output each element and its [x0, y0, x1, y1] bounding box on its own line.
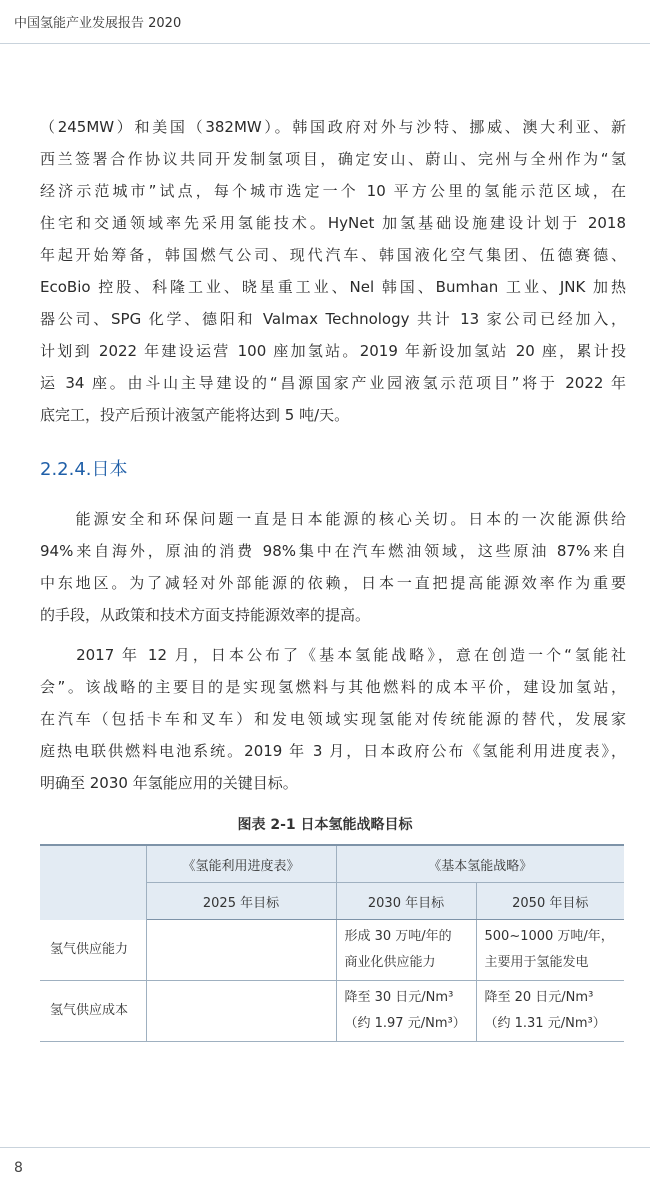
paragraph-line: 年起开始筹备，韩国燃气公司、现代汽车、韩国液化空气集团、伍德赛德、 — [40, 246, 626, 264]
paragraph-line: 中东地区。为了减轻对外部能源的依赖，日本一直把提高能源效率作为重要 — [40, 574, 626, 592]
table-cell — [146, 920, 336, 981]
paragraph-line: 会”。该战略的主要目的是实现氢燃料与其他燃料的成本平价，建设加氢站， — [40, 678, 626, 696]
table-cell — [336, 920, 476, 981]
paragraph-line: 住宅和交通领域率先采用氢能技术。HyNet 加氢基础设施建设计划于 2018 — [40, 214, 626, 232]
table-cell-line: 主要用于氢能发电 — [484, 955, 589, 970]
table-column-header: 2025 年目标 — [146, 883, 336, 920]
paragraph-line: 94%来自海外，原油的消费 98%集中在汽车燃油领域，这些原油 87%来自 — [40, 542, 626, 560]
table-cell — [146, 981, 336, 1042]
table-row-label: 氢气供应成本 — [40, 981, 146, 1042]
paragraph-line: 庭热电联供燃料电池系统。2019 年 3 月，日本政府公布《氢能利用进度表》， — [40, 742, 626, 760]
footer-divider — [0, 1147, 650, 1148]
table-column-header: 2050 年目标 — [476, 883, 624, 920]
paragraph-line: 底完工，投产后预计液氢产能将达到 5 吨/天。 — [40, 406, 350, 424]
table-cell — [336, 981, 476, 1042]
paragraph-line: 的手段，从政策和技术方面支持能源效率的提高。 — [40, 606, 371, 624]
table-row-label: 氢气供应能力 — [40, 920, 146, 981]
paragraph-japan-energy — [40, 503, 626, 631]
table-cell — [476, 920, 624, 981]
table-cell-line: 500~1000 万吨/年， — [484, 929, 614, 944]
paragraph-line: 2017 年 12 月，日本公布了《基本氢能战略》，意在创造一个“氢能社 — [40, 646, 626, 664]
table-corner-cell — [40, 845, 146, 920]
paragraph-line: 运 34 座。由斗山主导建设的“昌源国家产业园液氢示范项目”将于 2022 年 — [40, 374, 626, 392]
paragraph-korea — [40, 111, 626, 431]
table-cell-line: 降至 20 日元/Nm³ — [484, 990, 594, 1005]
header-divider — [0, 43, 650, 44]
table-cell-line: （约 1.97 元/Nm³） — [344, 1016, 466, 1031]
table-cell — [476, 981, 624, 1042]
table-column-header: 2030 年目标 — [336, 883, 476, 920]
table-cell-line: 降至 30 日元/Nm³ — [344, 990, 454, 1005]
paragraph-line: 能源安全和环保问题一直是日本能源的核心关切。日本的一次能源供给 — [40, 510, 626, 528]
paragraph-line: 在汽车（包括卡车和叉车）和发电领域实现氢能对传统能源的替代，发展家 — [40, 710, 626, 728]
table-cell-line: 形成 30 万吨/年的 — [344, 929, 452, 944]
paragraph-line: （245MW）和美国（382MW）。韩国政府对外与沙特、挪威、澳大利亚、新 — [40, 118, 626, 136]
page-number: 8 — [14, 1160, 23, 1176]
hydrogen-strategy-table — [40, 844, 624, 1042]
table-group-header: 《氢能利用进度表》 — [146, 845, 336, 883]
table-caption: 图表 2-1 日本氢能战略目标 — [237, 817, 413, 833]
table-group-header: 《基本氢能战略》 — [336, 845, 624, 883]
paragraph-japan-strategy — [40, 639, 626, 799]
paragraph-line: 计划到 2022 年建设运营 100 座加氢站。2019 年新设加氢站 20 座，累计投 — [40, 342, 626, 360]
running-header-title: 中国氢能产业发展报告 2020 — [14, 16, 182, 31]
paragraph-line: 明确至 2030 年氢能应用的关键目标。 — [40, 774, 298, 792]
table-cell-line: 商业化供应能力 — [344, 955, 436, 970]
section-heading-japan: 2.2.4.日本 — [40, 459, 128, 480]
table-row — [40, 920, 624, 981]
table-cell-line: （约 1.31 元/Nm³） — [484, 1016, 606, 1031]
paragraph-line: EcoBio 控股、科隆工业、晓星重工业、Nel 韩国、Bumhan 工业、JNK 加热 — [40, 278, 626, 296]
paragraph-line: 经济示范城市”试点，每个城市选定一个 10 平方公里的氢能示范区域，在 — [40, 182, 626, 200]
paragraph-line: 器公司、SPG 化学、德阳和 Valmax Technology 共计 13 家公司已经加入， — [40, 310, 626, 328]
table-header-row — [40, 845, 624, 883]
table-row — [40, 981, 624, 1042]
paragraph-line: 西兰签署合作协议共同开发制氢项目，确定安山、蔚山、完州与全州作为“氢 — [40, 150, 626, 168]
